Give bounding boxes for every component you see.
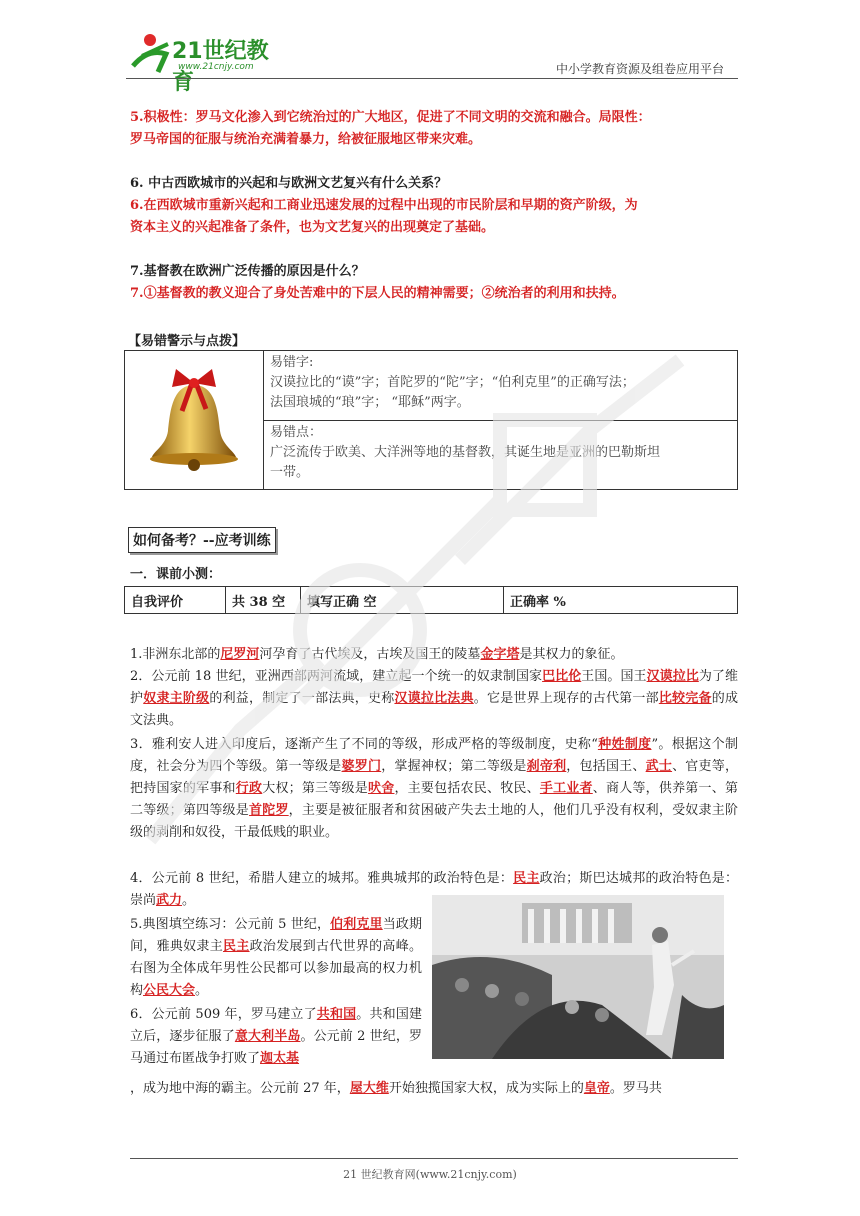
prep-heading: 如何备考？--应考训练 <box>128 527 276 553</box>
answer-blank: 吠舍 <box>367 781 395 796</box>
answer-blank: 巴比伦 <box>542 669 582 684</box>
header-divider <box>126 78 738 79</box>
score-cell: 自我评价 <box>125 587 226 614</box>
score-cell: 填写正确 空 <box>301 587 504 614</box>
answer-blank: 首陀罗 <box>249 803 289 818</box>
point-label: 易错点： <box>270 424 323 440</box>
footer-text: 21 世纪教育网(www.21cnjy.com) <box>343 1168 517 1181</box>
answer-blank: 汉谟拉比法典 <box>394 691 474 706</box>
answer-blank: 民主 <box>223 939 250 954</box>
answer-5-line2: 罗马帝国的征服与统治充满着暴力，给被征服地区带来灾难。 <box>130 132 482 147</box>
answer-blank: 行政 <box>235 781 263 796</box>
warning-table <box>124 350 738 490</box>
typo-line2: 法国琅城的“琅”字； “耶稣”两字。 <box>270 395 470 410</box>
answer-blank: 民主 <box>513 871 540 886</box>
platform-title: 中小学教育资源及组卷应用平台 <box>555 62 724 76</box>
answer-blank: 汉谟拉比 <box>646 669 699 684</box>
answer-blank: 意大利半岛 <box>234 1029 301 1044</box>
logo-text: 21世纪教育 <box>172 39 269 95</box>
answer-blank: 刹帝利 <box>526 759 567 774</box>
paragraph-2: 2．公元前 18 世纪，亚洲西部两河流域，建立起一个统一的奴隶制国家巴比伦王国。国王汉谟拉比为了维护奴隶主阶级的利益，制定了一部法典，史称汉谟拉比法典。它是世界上现存的古代第一部比较完备的成文法典。 <box>130 669 738 728</box>
answer-blank: 种姓制度 <box>597 737 652 752</box>
paragraph-3: 3．雅利安人进入印度后，逐渐产生了不同的等级，形成严格的等级制度，史称“种姓制度”。根据这个制度，社会分为四个等级。第一等级是婆罗门，掌握神权；第二等级是刹帝利，包括国王、武士、官吏等，把持国家的军事和行政大权；第三等级是吠舍，主要包括农民、牧民、手工业者、商人等，供养第一、第二等级；第四等级是首陀罗，主要是被征服者和贫困破产失去土地的人，他们几乎没有权利，受奴隶主阶级的剥削和奴役，干最低贱的职业。 <box>130 737 738 840</box>
answer-blank: 婆罗门 <box>341 759 382 774</box>
answer-blank: 迦太基 <box>260 1051 300 1066</box>
paragraph-6: 6．公元前 509 年，罗马建立了共和国。共和国建立后，逐步征服了意大利半岛。公元前 2 世纪，罗马通过布匿战争打败了迦太基 <box>130 1007 422 1066</box>
footer-divider <box>130 1158 738 1159</box>
point-line2: 一带。 <box>270 464 310 480</box>
answer-5-line1: 5.积极性：罗马文化渗入到它统治过的广大地区，促进了不同文明的交流和融合。局限性： <box>130 110 651 125</box>
answer-blank: 伯利克里 <box>330 917 383 932</box>
answer-blank: 屋大维 <box>349 1081 389 1096</box>
typo-label: 易错字: <box>270 355 314 370</box>
assembly-illustration <box>432 895 724 1059</box>
paragraph-6-continued: ，成为地中海的霸主。公元前 27 年，屋大维开始独揽国家大权，成为实际上的皇帝。罗马共 <box>130 1081 662 1096</box>
answer-blank: 共和国 <box>316 1007 357 1022</box>
paragraph-5: 5.典图填空练习：公元前 5 世纪，伯利克里当政期间，雅典奴隶主民主政治发展到古代世界的高峰。右图为全体成年男性公民都可以参加最高的权力机构公民大会。 <box>130 917 422 998</box>
answer-blank: 皇帝 <box>583 1081 610 1096</box>
paragraph-1: 1.非洲东北部的尼罗河河孕育了古代埃及，古埃及国王的陵墓金字塔是其权力的象征。 <box>130 647 624 662</box>
answer-6-line2: 资本主义的兴起准备了条件，也为文艺复兴的出现奠定了基础。 <box>130 220 495 235</box>
score-table <box>124 586 738 614</box>
prep-subheading: 一．课前小测： <box>130 567 222 582</box>
answer-blank: 手工业者 <box>539 781 593 796</box>
answer-blank: 尼罗河 <box>220 647 260 662</box>
point-line1: 广泛流传于欧美、大洋洲等地的基督教，其诞生地是亚洲的巴勒斯坦 <box>270 444 661 460</box>
answer-blank: 武士 <box>645 759 673 774</box>
answer-7: 7.①基督教的教义迎合了身处苦难中的下层人民的精神需要；②统治者的利用和扶持。 <box>130 286 625 301</box>
site-logo <box>128 28 288 95</box>
question-7: 7.基督教在欧洲广泛传播的原因是什么？ <box>130 264 365 279</box>
score-cell: 共 38 空 <box>226 587 301 614</box>
score-cell: 正确率 % <box>504 587 738 614</box>
warning-title: 【易错警示与点拨】 <box>128 334 246 349</box>
answer-blank: 金字塔 <box>480 647 520 662</box>
answer-blank: 奴隶主阶级 <box>143 691 210 706</box>
bell-icon <box>126 357 262 477</box>
answer-blank: 比较完备 <box>658 691 712 706</box>
answer-6-line1: 6.在西欧城市重新兴起和工商业迅速发展的过程中出现的市民阶层和早期的资产阶级，为 <box>130 198 638 213</box>
paragraph-4: 4．公元前 8 世纪，希腊人建立的城邦。雅典城邦的政治特色是：民主政治；斯巴达城邦的政治特色是：崇尚武力。 <box>130 871 738 908</box>
answer-blank: 武力 <box>156 893 183 908</box>
answer-blank: 公民大会 <box>143 983 196 998</box>
question-6: 6. 中古西欧城市的兴起和与欧洲文艺复兴有什么关系？ <box>130 176 448 191</box>
typo-line1: 汉谟拉比的“谟”字；首陀罗的“陀”字；“伯利克里”的正确写法； <box>270 375 635 390</box>
logo-url: www.21cnjy.com <box>178 62 254 72</box>
bell-image-cell <box>125 351 264 490</box>
